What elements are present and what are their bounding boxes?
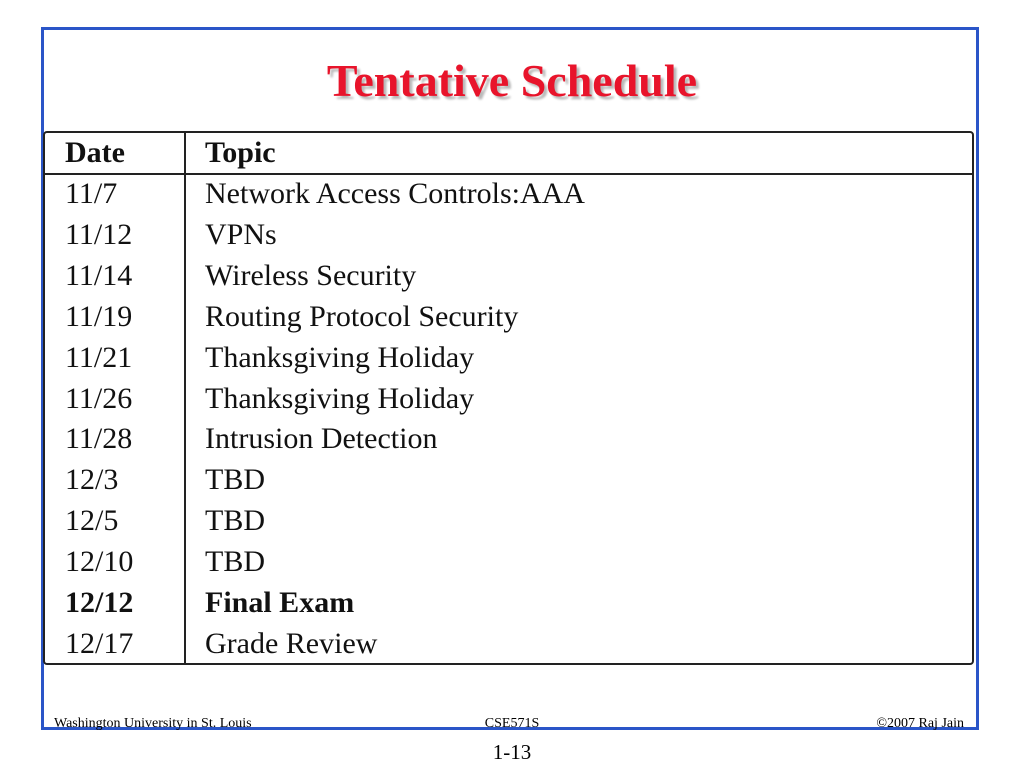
header-topic: Topic <box>205 136 276 169</box>
row-date: 11/14 <box>65 258 133 292</box>
table-row <box>45 501 972 541</box>
row-date: 12/12 <box>65 586 134 619</box>
row-topic: Wireless Security <box>205 258 417 292</box>
table-row <box>45 460 972 500</box>
table-row <box>45 256 972 296</box>
table-row <box>45 174 972 214</box>
row-date: 12/3 <box>65 463 119 497</box>
table-row <box>45 624 972 664</box>
row-date: 11/28 <box>65 422 133 456</box>
table-row <box>45 297 972 337</box>
header-date: Date <box>65 136 125 169</box>
row-topic: TBD <box>205 545 265 579</box>
page-number: 1-13 <box>492 740 532 764</box>
footer-copyright: ©2007 Raj Jain <box>876 716 964 731</box>
row-topic: Network Access Controls:AAA <box>205 177 585 210</box>
row-date: 11/21 <box>65 340 133 374</box>
table-row <box>45 542 972 582</box>
row-date: 11/26 <box>65 381 133 415</box>
table-row <box>45 215 972 255</box>
row-topic: TBD <box>205 504 265 538</box>
row-date: 11/19 <box>65 299 133 333</box>
table-header-row <box>45 133 972 173</box>
row-date: 12/10 <box>65 545 134 579</box>
row-topic: Grade Review <box>205 626 378 660</box>
row-date: 11/12 <box>65 217 133 251</box>
row-topic: Final Exam <box>205 586 355 619</box>
row-topic: Thanksgiving Holiday <box>205 340 475 374</box>
table-row <box>45 379 972 419</box>
table-row <box>45 419 972 459</box>
table-row <box>45 583 972 623</box>
row-topic: Thanksgiving Holiday <box>205 381 475 415</box>
footer-institution: Washington University in St. Louis <box>54 716 252 731</box>
row-date: 11/7 <box>65 177 118 210</box>
row-topic: VPNs <box>205 217 277 251</box>
schedule-table <box>43 131 974 665</box>
row-topic: Routing Protocol Security <box>205 299 519 333</box>
row-topic: Intrusion Detection <box>205 422 438 456</box>
row-date: 12/17 <box>65 626 134 660</box>
table-row <box>45 338 972 378</box>
row-date: 12/5 <box>65 504 119 538</box>
row-topic: TBD <box>205 463 265 497</box>
footer-course: CSE571S <box>484 716 540 731</box>
slide-title: Tentative Schedule <box>326 55 698 106</box>
